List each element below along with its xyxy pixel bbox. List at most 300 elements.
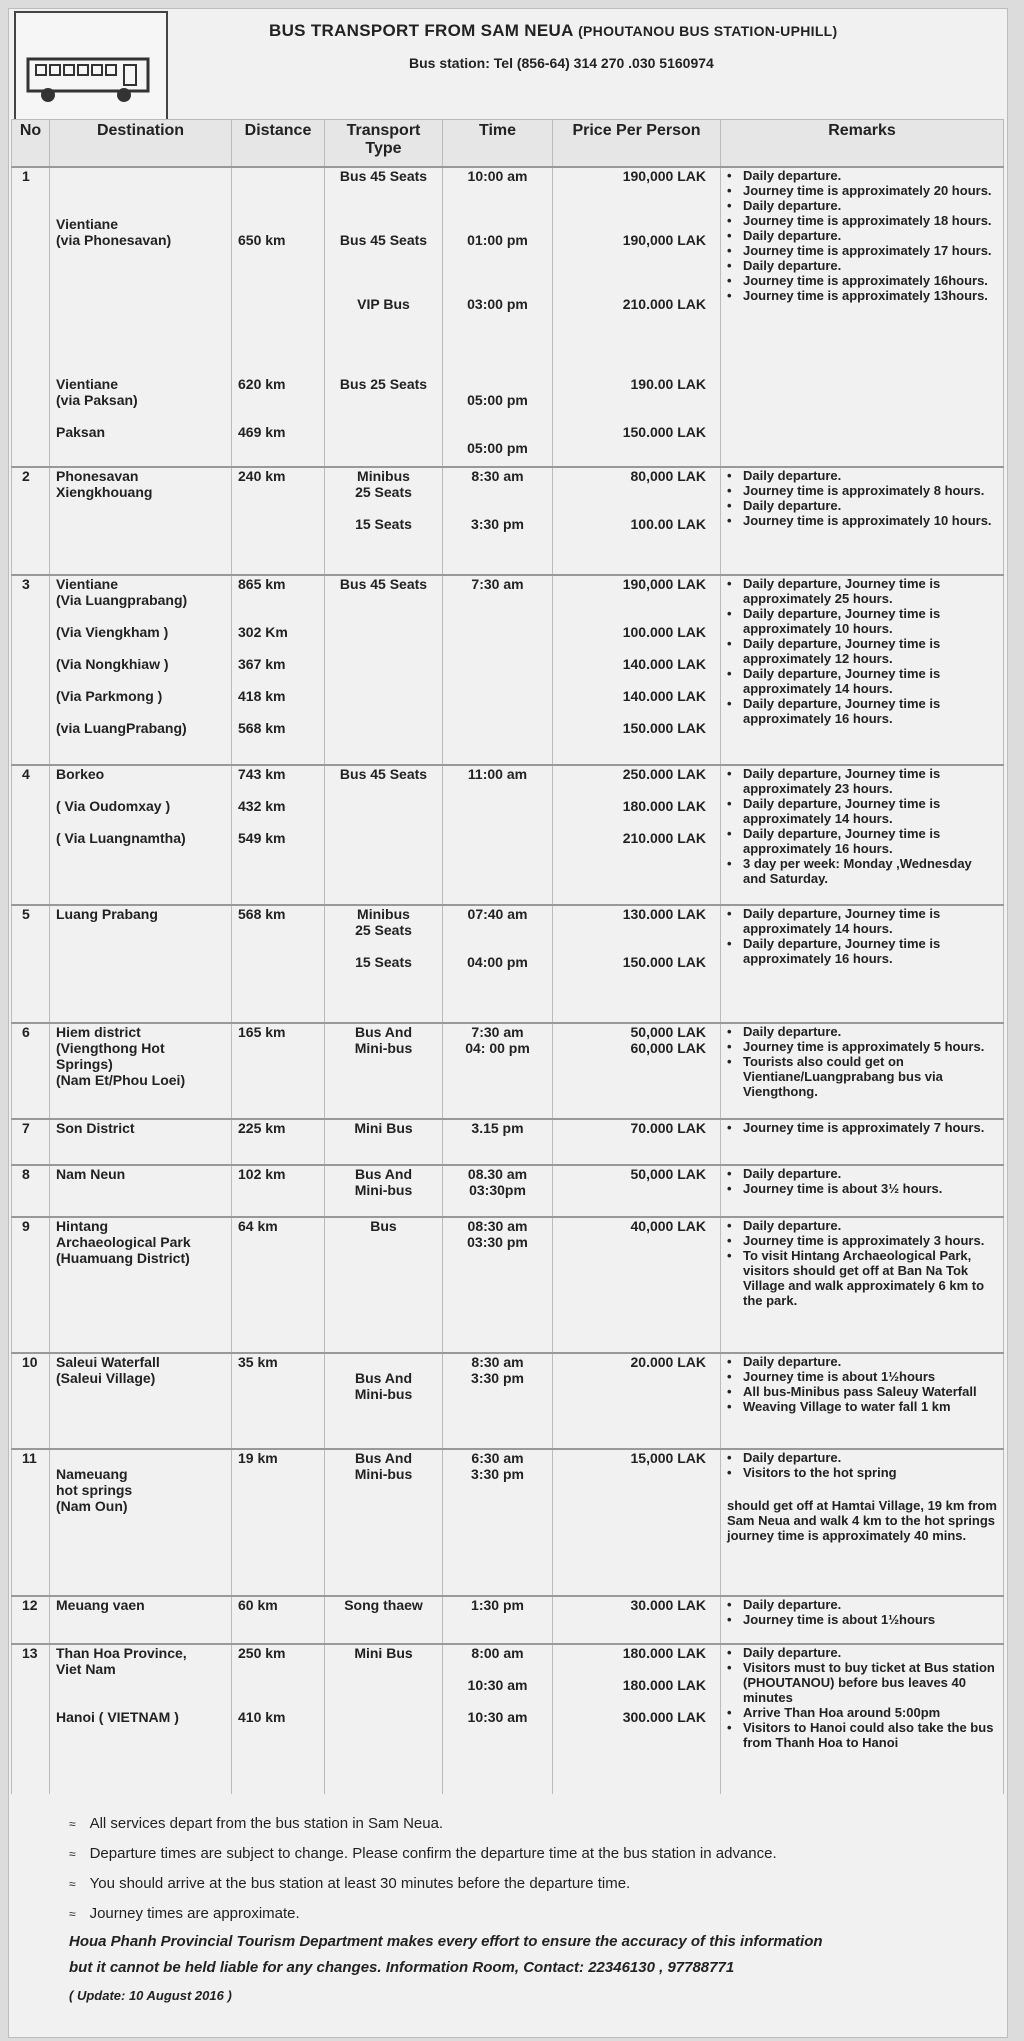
- remark-item: [727, 636, 997, 666]
- distance: [232, 1498, 325, 1596]
- departure-time-line: [449, 264, 546, 280]
- distance: [232, 1353, 325, 1449]
- route-number: 2: [12, 467, 50, 575]
- distance-line: 568 km: [238, 720, 286, 736]
- price-line: 250.000 LAK: [622, 766, 706, 782]
- distance-line: [238, 344, 318, 360]
- transport-type-line: Mini-bus: [354, 1386, 413, 1402]
- remark-item: [727, 1720, 997, 1750]
- destination-line: (Nam Et/Phou Loei): [56, 1072, 186, 1088]
- page-title: [269, 21, 837, 41]
- price: [553, 1596, 721, 1644]
- destination-line: Than Hoa Province,: [56, 1645, 187, 1661]
- distance-line: [238, 264, 318, 280]
- destination-line: [56, 248, 225, 264]
- distance-line: [238, 592, 318, 608]
- route-number: [12, 1498, 50, 1596]
- remark-text: • Daily departure, Journey time is approximately 14 hours.: [743, 666, 941, 696]
- phone-line: Bus station: Tel (856-64) 314 270 .030 5160974: [409, 55, 714, 71]
- remarks: [721, 1449, 1004, 1498]
- remark-item: [727, 1465, 997, 1480]
- remark-item: [727, 1612, 997, 1627]
- remark-item: [727, 1399, 997, 1414]
- destination-line: (Saleui Village): [56, 1370, 156, 1386]
- destination-line: Son District: [56, 1120, 135, 1136]
- transport-type-line: Mini-bus: [354, 1182, 413, 1198]
- departure-time-line: 03:30pm: [469, 1182, 526, 1198]
- remarks: [721, 167, 1004, 467]
- price-line: 180.000 LAK: [622, 1677, 706, 1693]
- price-line: [559, 264, 706, 280]
- price-line: [559, 704, 706, 720]
- departure-time: [443, 1644, 553, 1794]
- distance-line: [238, 200, 318, 216]
- departure-time: [443, 1119, 553, 1165]
- route-number: 13: [12, 1644, 50, 1794]
- remark-text: • Visitors must to buy ticket at Bus station (PHOUTANOU) before bus leaves 40 minutes: [743, 1660, 995, 1705]
- price-line: [559, 392, 706, 408]
- distance: [232, 765, 325, 905]
- departure-time-line: 8:30 am: [471, 1354, 524, 1370]
- price: [553, 1644, 721, 1794]
- distance-line: [238, 782, 318, 798]
- destination-line: [56, 814, 225, 830]
- transport-type-line: [331, 1354, 436, 1370]
- departure-time-line: [449, 424, 546, 440]
- transport-type: [325, 575, 443, 765]
- price: [553, 765, 721, 905]
- remark-text: • Journey time is approximately 20 hours.: [743, 183, 992, 198]
- departure-time: [443, 1596, 553, 1644]
- transport-type-line: [331, 200, 436, 216]
- distance: [232, 1644, 325, 1794]
- transport-type: [325, 1165, 443, 1217]
- destination-line: Borkeo: [56, 766, 105, 782]
- destination-line: Luang Prabang: [56, 906, 158, 922]
- distance: [232, 167, 325, 467]
- note-item: ≈ You should arrive at the bus station at least 30 minutes before the departure time.: [69, 1869, 823, 1899]
- departure-time-line: 08:30 am: [467, 1218, 528, 1234]
- remark-text: • Journey time is approximately 13hours.: [743, 288, 988, 303]
- destination-line: [56, 360, 225, 376]
- remark-text: • 3 day per week: Monday ,Wednesday and Saturday.: [743, 856, 972, 886]
- note-item: ≈ Journey times are approximate.: [69, 1899, 823, 1929]
- distance-line: 568 km: [238, 906, 286, 922]
- destination-line: [56, 264, 225, 280]
- destination: [50, 575, 232, 765]
- remark-text: • Daily departure.: [743, 258, 842, 273]
- departure-time-line: 04: 00 pm: [465, 1040, 530, 1056]
- transport-type: [325, 467, 443, 575]
- departure-time-line: [449, 344, 546, 360]
- distance-line: [238, 1677, 318, 1693]
- destination: [50, 1449, 232, 1498]
- destination-line: [56, 168, 225, 184]
- distance-line: 165 km: [238, 1024, 286, 1040]
- route-number: 9: [12, 1217, 50, 1353]
- distance-line: [238, 392, 318, 408]
- remark-text: • Daily departure, Journey time is approximately 16 hours.: [743, 696, 941, 726]
- remark-item: [727, 1597, 997, 1612]
- price-line: 70.000 LAK: [630, 1120, 706, 1136]
- remark-text: • Journey time is about 3½ hours.: [743, 1181, 943, 1196]
- distance-line: 549 km: [238, 830, 286, 846]
- transport-type-line: [331, 500, 436, 516]
- destination-line: (Via Nongkhiaw ): [56, 656, 169, 672]
- destination-line: [56, 328, 225, 344]
- distance-line: [238, 248, 318, 264]
- distance: [232, 1217, 325, 1353]
- departure-time-line: 8:00 am: [471, 1645, 524, 1661]
- route-number: 4: [12, 765, 50, 905]
- transport-type-line: [331, 1498, 436, 1514]
- price: [553, 575, 721, 765]
- destination-line: Vientiane: [56, 576, 118, 592]
- remark-text: • Daily departure, Journey time is approximately 14 hours.: [743, 796, 941, 826]
- destination-line: [56, 344, 225, 360]
- remark-text: • Journey time is approximately 17 hours.: [743, 243, 992, 258]
- col-time: Time: [443, 120, 553, 168]
- destination-line: ( Via Luangnamtha): [56, 830, 186, 846]
- remark-text: • All bus-Minibus pass Saleuy Waterfall: [743, 1384, 977, 1399]
- table-row: [12, 1596, 1004, 1644]
- remark-text: • Daily departure.: [743, 468, 842, 483]
- bus-schedule-sheet: [8, 8, 1008, 2038]
- table-row: [12, 765, 1004, 905]
- transport-type: [325, 1023, 443, 1119]
- distance: [232, 1449, 325, 1498]
- departure-time-line: [449, 484, 546, 500]
- transport-type: [325, 1353, 443, 1449]
- remark-text: • Daily departure.: [743, 1166, 842, 1181]
- remark-item: [727, 273, 997, 288]
- distance-line: 35 km: [238, 1354, 278, 1370]
- price-line: 15,000 LAK: [630, 1450, 706, 1466]
- distance-line: 865 km: [238, 576, 286, 592]
- remark-text: • Tourists also could get on Vientiane/Luangprabang bus via Viengthong.: [743, 1054, 943, 1099]
- table-row: [12, 1119, 1004, 1165]
- remark-item: [727, 1248, 997, 1308]
- table-row: [12, 467, 1004, 575]
- price-line: [559, 280, 706, 296]
- transport-type-line: Minibus: [357, 906, 410, 922]
- distance: [232, 575, 325, 765]
- destination: [50, 1165, 232, 1217]
- destination-line: Saleui Waterfall: [56, 1354, 160, 1370]
- transport-type-line: Mini-bus: [354, 1040, 413, 1056]
- price-line: 150.000 LAK: [622, 954, 706, 970]
- remark-text: • Journey time is approximately 18 hours.: [743, 213, 992, 228]
- distance-line: 620 km: [238, 376, 286, 392]
- destination-line: (via Paksan): [56, 392, 138, 408]
- remarks: [721, 1596, 1004, 1644]
- distance-line: 743 km: [238, 766, 286, 782]
- remark-item: [727, 288, 997, 303]
- remarks: [721, 1498, 1004, 1596]
- transport-type-line: [331, 360, 436, 376]
- distance-line: 410 km: [238, 1709, 286, 1725]
- departure-time-line: 04:00 pm: [467, 954, 528, 970]
- destination-line: (via Phonesavan): [56, 232, 172, 248]
- price-line: 30.000 LAK: [630, 1597, 706, 1613]
- remark-text: • Weaving Village to water fall 1 km: [743, 1399, 951, 1414]
- distance: [232, 905, 325, 1023]
- departure-time: [443, 575, 553, 765]
- remark-text: • Daily departure, Journey time is approximately 10 hours.: [743, 606, 941, 636]
- departure-time-line: [449, 312, 546, 328]
- departure-time-line: 11:00 am: [467, 766, 528, 782]
- price-line: 80,000 LAK: [630, 468, 706, 484]
- price-line: [559, 500, 706, 516]
- destination: [50, 765, 232, 905]
- price-line: 180.000 LAK: [622, 1645, 706, 1661]
- remark-text: • Visitors to Hanoi could also take the bus from Thanh Hoa to Hanoi: [743, 1720, 994, 1750]
- distance: [232, 1596, 325, 1644]
- remark-item: [727, 1054, 997, 1099]
- distance-line: [238, 1693, 318, 1709]
- price: [553, 1119, 721, 1165]
- departure-time-line: 3:30 pm: [471, 1466, 524, 1482]
- price-line: [559, 200, 706, 216]
- transport-type-line: Bus 45 Seats: [339, 766, 428, 782]
- table-row: [12, 1023, 1004, 1119]
- departure-time-line: [449, 938, 546, 954]
- destination-line: [56, 782, 225, 798]
- price-line: [559, 1693, 706, 1709]
- price-line: [559, 344, 706, 360]
- destination-line: Paksan: [56, 424, 106, 440]
- remark-text: • Daily departure.: [743, 1354, 842, 1369]
- remark-text: • Journey time is approximately 8 hours.: [743, 483, 985, 498]
- price-line: [559, 592, 706, 608]
- remark-item: [727, 666, 997, 696]
- price-line: [559, 1498, 706, 1514]
- destination-line: hot springs: [56, 1482, 133, 1498]
- remark-item: [727, 826, 997, 856]
- remark-item: [727, 696, 997, 726]
- remark-item: [727, 1120, 997, 1135]
- route-number: 10: [12, 1353, 50, 1449]
- departure-time-line: [449, 280, 546, 296]
- disclaimer-line: but it cannot be held liable for any changes. Information Room, Contact: 22346130 , 97788771: [69, 1959, 735, 1976]
- remark-item: [727, 498, 997, 513]
- remark-item: [727, 1705, 997, 1720]
- price-line: 20.000 LAK: [630, 1354, 706, 1370]
- price-line: 190,000 LAK: [622, 576, 706, 592]
- remark-item: [727, 228, 997, 243]
- remark-item: [727, 1384, 997, 1399]
- remark-item: [727, 1354, 997, 1369]
- distance-line: [238, 168, 318, 184]
- route-number: 6: [12, 1023, 50, 1119]
- remark-text: • Daily departure.: [743, 228, 842, 243]
- distance-line: [238, 296, 318, 312]
- departure-time: [443, 167, 553, 467]
- disclaimer-line: Houa Phanh Provincial Tourism Department makes every effort to ensure the accuracy of this information: [69, 1933, 823, 1950]
- price-line: [559, 1661, 706, 1677]
- destination: [50, 1498, 232, 1596]
- transport-type-line: [331, 184, 436, 200]
- destination-line: Hiem district: [56, 1024, 141, 1040]
- remarks: [721, 1353, 1004, 1449]
- distance-line: 367 km: [238, 656, 286, 672]
- remark-text: • Daily departure.: [743, 1450, 842, 1465]
- remark-item: [727, 576, 997, 606]
- departure-time-line: 7:30 am: [471, 576, 524, 592]
- price-line: [559, 922, 706, 938]
- remark-text: • Daily departure.: [743, 1218, 842, 1233]
- transport-type-line: Bus 25 Seats: [339, 376, 428, 392]
- remarks: [721, 467, 1004, 575]
- transport-type: [325, 1596, 443, 1644]
- departure-time-line: [449, 248, 546, 264]
- bus-icon: [14, 11, 168, 123]
- price-line: 150.000 LAK: [622, 720, 706, 736]
- remark-item: [727, 1181, 997, 1196]
- departure-time-line: [449, 500, 546, 516]
- col-remarks: Remarks: [721, 120, 1004, 168]
- remark-text: • Daily departure.: [743, 498, 842, 513]
- destination-line: [56, 672, 225, 688]
- departure-time-line: 05:00 pm: [467, 392, 528, 408]
- destination-line: (Via Parkmong ): [56, 688, 163, 704]
- transport-type-line: 15 Seats: [355, 954, 412, 970]
- title-text: BUS TRANSPORT FROM SAM NEUA: [269, 21, 574, 40]
- departure-time-line: 01:00 pm: [467, 232, 528, 248]
- route-number: 5: [12, 905, 50, 1023]
- col-no: No: [12, 120, 50, 168]
- destination-line: [56, 184, 225, 200]
- destination-line: Springs): [56, 1056, 113, 1072]
- departure-time: [443, 1498, 553, 1596]
- transport-type-line: Bus 45 Seats: [339, 576, 428, 592]
- col-transport-type: Transport Type: [325, 120, 443, 168]
- transport-type-line: VIP Bus: [357, 296, 410, 312]
- price: [553, 167, 721, 467]
- remarks: [721, 1165, 1004, 1217]
- price-line: [559, 328, 706, 344]
- transport-type-line: Mini Bus: [354, 1120, 413, 1136]
- transport-type: [325, 1217, 443, 1353]
- remark-item: [727, 1039, 997, 1054]
- destination: [50, 467, 232, 575]
- price-line: [559, 814, 706, 830]
- table-row: [12, 1498, 1004, 1596]
- destination-line: Nameuang: [56, 1466, 128, 1482]
- destination-line: Phonesavan: [56, 468, 139, 484]
- remarks: [721, 1644, 1004, 1794]
- destination-line: [56, 312, 225, 328]
- col-destination: Destination: [50, 120, 232, 168]
- distance-line: [238, 280, 318, 296]
- destination-line: [56, 200, 225, 216]
- price: [553, 1353, 721, 1449]
- remark-text: should get off at Hamtai Village, 19 km from Sam Neua and walk 4 km to the hot springs journey time is approximately 40 mins.: [727, 1498, 997, 1543]
- price-line: 50,000 LAK: [630, 1166, 706, 1182]
- destination: [50, 1644, 232, 1794]
- departure-time: [443, 1023, 553, 1119]
- destination-line: (via LuangPrabang): [56, 720, 187, 736]
- transport-type-line: Bus And: [354, 1024, 413, 1040]
- destination-line: Archaeological Park: [56, 1234, 191, 1250]
- departure-time-line: 08.30 am: [467, 1166, 528, 1182]
- departure-time-line: [449, 408, 546, 424]
- destination-line: (Huamuang District): [56, 1250, 190, 1266]
- remark-item: [727, 1645, 997, 1660]
- price-line: [559, 782, 706, 798]
- route-number: 12: [12, 1596, 50, 1644]
- remark-item: [727, 906, 997, 936]
- route-number: 3: [12, 575, 50, 765]
- departure-time-line: 10:00 am: [467, 168, 528, 184]
- route-number: 11: [12, 1449, 50, 1498]
- price: [553, 1023, 721, 1119]
- departure-time-line: [449, 200, 546, 216]
- departure-time-line: 03:00 pm: [467, 296, 528, 312]
- departure-time: [443, 765, 553, 905]
- transport-type: [325, 1644, 443, 1794]
- destination-line: [56, 704, 225, 720]
- price-line: 180.000 LAK: [622, 798, 706, 814]
- distance-line: [238, 640, 318, 656]
- table-row: [12, 575, 1004, 765]
- route-number: 1: [12, 167, 50, 467]
- transport-type-line: [331, 344, 436, 360]
- transport-type-line: Bus And: [354, 1166, 413, 1182]
- remark-text: • Daily departure.: [743, 1597, 842, 1612]
- remark-text: • Daily departure, Journey time is approximately 12 hours.: [743, 636, 941, 666]
- remark-text: • Daily departure, Journey time is approximately 23 hours.: [743, 766, 941, 796]
- price: [553, 467, 721, 575]
- price-line: [559, 360, 706, 376]
- distance-line: 102 km: [238, 1166, 286, 1182]
- departure-time-line: [449, 1661, 546, 1677]
- table-row: [12, 167, 1004, 467]
- departure-time-line: 07:40 am: [467, 906, 528, 922]
- destination-line: ( Via Oudomxay ): [56, 798, 171, 814]
- remark-text: • Daily departure, Journey time is approximately 25 hours.: [743, 576, 941, 606]
- remark-item: [727, 168, 997, 183]
- destination: [50, 1217, 232, 1353]
- transport-type: [325, 765, 443, 905]
- transport-type-line: [331, 280, 436, 296]
- remark-item: [727, 796, 997, 826]
- table-row: [12, 1217, 1004, 1353]
- transport-type-line: [331, 248, 436, 264]
- price-line: [559, 608, 706, 624]
- remark-text: • Journey time is approximately 10 hours.: [743, 513, 992, 528]
- distance-line: 302 Km: [238, 624, 288, 640]
- destination-line: Hintang: [56, 1218, 109, 1234]
- price-line: 190.00 LAK: [630, 376, 706, 392]
- destination-line: Hanoi ( VIETNAM ): [56, 1709, 179, 1725]
- distance-line: 19 km: [238, 1450, 278, 1466]
- remark-text: • Journey time is approximately 5 hours.: [743, 1039, 985, 1054]
- title-subtitle: (PHOUTANOU BUS STATION-UPHILL): [578, 23, 838, 39]
- price-line: [559, 938, 706, 954]
- remark-item: [727, 258, 997, 273]
- transport-type: [325, 1498, 443, 1596]
- departure-time: [443, 1353, 553, 1449]
- transport-type-line: Minibus: [357, 468, 410, 484]
- remark-item: [727, 483, 997, 498]
- distance: [232, 1165, 325, 1217]
- departure-time-line: 6:30 am: [471, 1450, 524, 1466]
- remarks: [721, 575, 1004, 765]
- note-item: ≈ Departure times are subject to change. Please confirm the departure time at the bus station in advance.: [69, 1839, 823, 1869]
- remarks: [721, 1023, 1004, 1119]
- distance-line: 240 km: [238, 468, 286, 484]
